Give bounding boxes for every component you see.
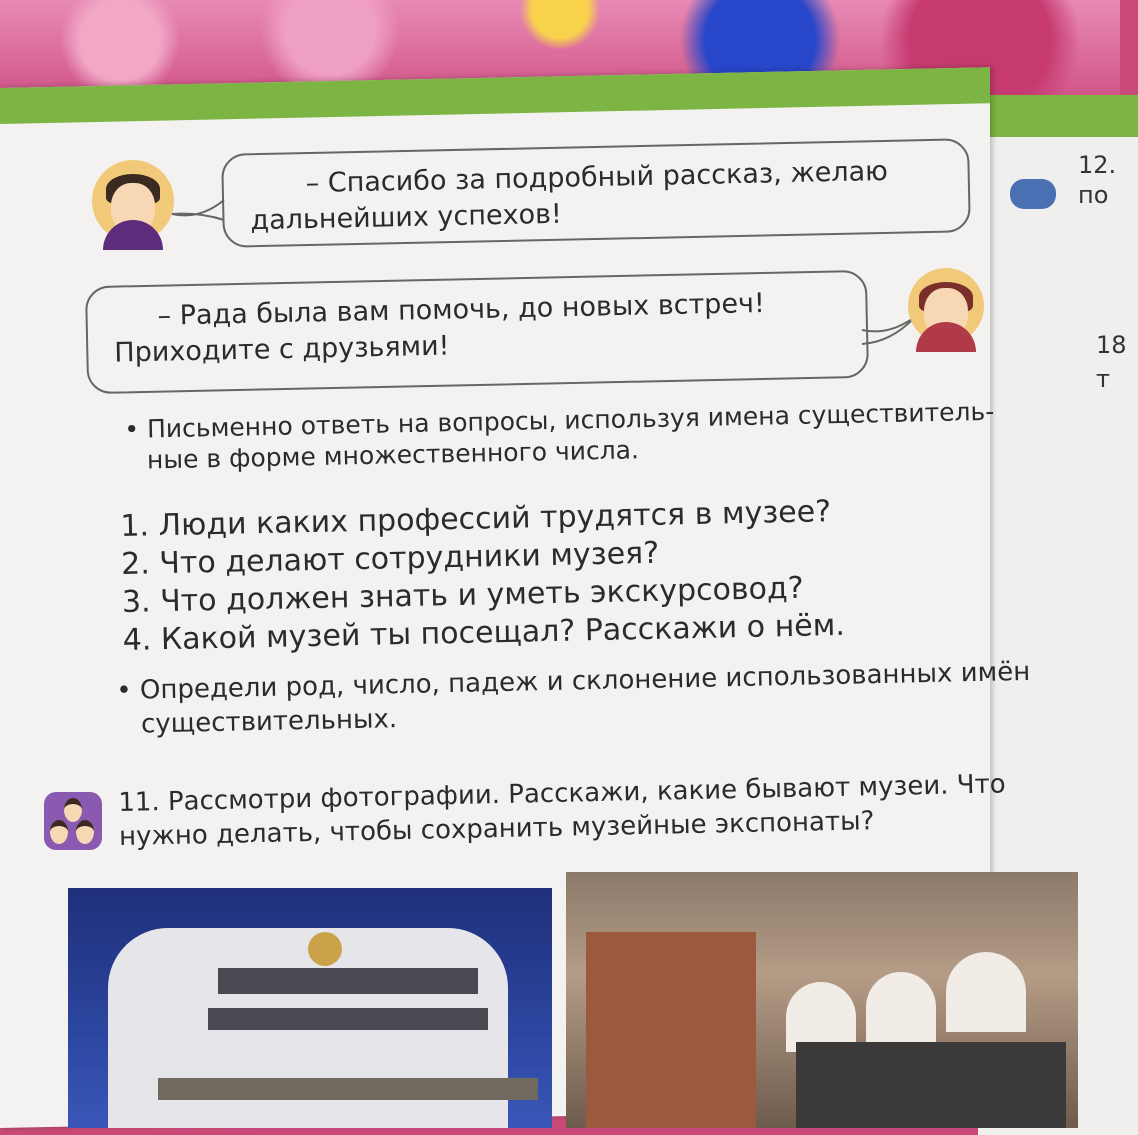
question-list [120, 493, 845, 660]
museum-window-strip-1 [218, 968, 478, 994]
question-2: 2. Что делают сотрудники музея? [120, 535, 660, 582]
question-4: 4. Какой музей ты посещал? Расскажи о нём. [122, 607, 846, 658]
right-page-number-12: 12. [1078, 151, 1117, 179]
right-page-task-icon [1010, 179, 1056, 209]
right-page-green-band [978, 95, 1138, 137]
question-3: 3. Что должен знать и уметь экскурсовод? [121, 570, 804, 620]
group-work-icon-head-3 [76, 820, 94, 844]
group-work-icon-head-1 [64, 798, 82, 822]
boy-shirt [103, 220, 163, 250]
interior-machinery-exhibit [796, 1042, 1066, 1128]
boy-bubble-line-2: дальнейших успехов! [250, 198, 563, 237]
instruction-2-line-1: • Определи род, число, падеж и склонение использованных имён [116, 656, 1031, 706]
group-work-icon-head-2 [50, 820, 68, 844]
group-work-icon [44, 792, 102, 850]
woman-bubble-line-1: – Рада была вам помочь, до новых встреч! [157, 287, 766, 332]
museum-interior-photo [566, 872, 1078, 1128]
museum-building-photo [68, 888, 552, 1128]
instruction-2-line-2: существительных. [140, 704, 398, 740]
woman-avatar [908, 268, 984, 344]
question-1: 1. Люди каких профессий трудятся в музее? [120, 494, 832, 544]
woman-shirt [916, 322, 976, 352]
boy-bubble-line-1: – Спасибо за подробный рассказ, желаю [305, 155, 889, 200]
museum-sign-strip [158, 1078, 538, 1100]
museum-window-strip-2 [208, 1008, 488, 1030]
boy-speech-bubble [221, 138, 971, 248]
right-page-number-18: 18 [1096, 331, 1127, 359]
task-11-line-1: 11. Рассмотри фотографии. Расскажи, какие бывают музеи. Что [118, 769, 1006, 818]
instruction-1-line-1: • Письменно ответь на вопросы, используя имена существитель- [124, 396, 995, 444]
instruction-1-line-2: ные в форме множественного числа. [146, 435, 640, 475]
boy-avatar [92, 160, 174, 242]
interior-arch-2 [866, 972, 936, 1042]
boy-bubble-tail [170, 190, 230, 230]
right-page-fragment-mid: т [1096, 365, 1110, 393]
task-11-line-2: нужно делать, чтобы сохранить музейные экспонаты? [118, 806, 875, 852]
woman-bubble-line-2: Приходите с друзьями! [114, 330, 450, 369]
interior-arch-3 [946, 952, 1026, 1032]
woman-speech-bubble [85, 270, 869, 394]
interior-exhibit-wall [586, 932, 756, 1128]
museum-emblem [308, 932, 342, 966]
right-page-fragment-top: по [1078, 181, 1109, 209]
